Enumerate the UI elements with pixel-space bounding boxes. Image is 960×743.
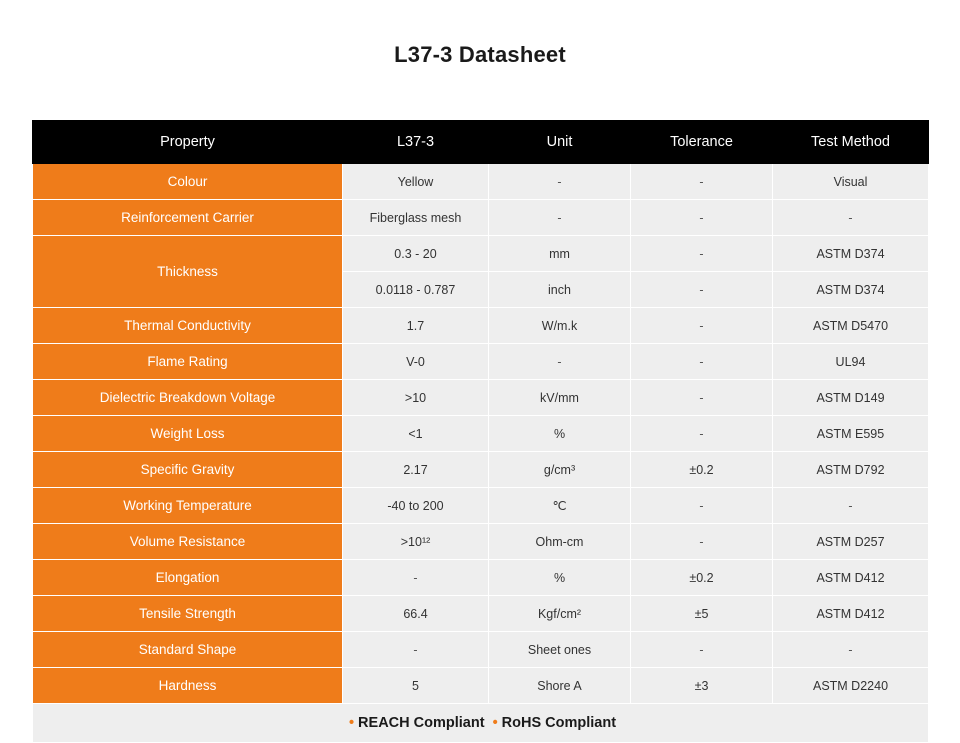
- cell-value: 1.7: [343, 308, 489, 344]
- bullet-icon: •: [348, 715, 355, 731]
- cell-unit: kV/mm: [489, 380, 631, 416]
- row-property-label: Dielectric Breakdown Voltage: [33, 380, 343, 416]
- cell-tolerance: ±0.2: [631, 452, 773, 488]
- column-header-value: L37-3: [343, 121, 489, 164]
- cell-tolerance: -: [631, 236, 773, 272]
- compliance-item: RoHS Compliant: [501, 715, 617, 731]
- cell-value: 0.3 - 20: [343, 236, 489, 272]
- cell-method: ASTM D412: [773, 596, 929, 632]
- table-row: [33, 560, 929, 596]
- cell-method: ASTM D412: [773, 560, 929, 596]
- cell-value: 0.0118 - 0.787: [343, 272, 489, 308]
- cell-unit: Ohm-cm: [489, 524, 631, 560]
- cell-unit: ℃: [489, 488, 631, 524]
- row-property-label: Hardness: [33, 668, 343, 704]
- cell-tolerance: -: [631, 164, 773, 200]
- row-property-label: Thickness: [33, 236, 343, 308]
- table-row: [33, 308, 929, 344]
- row-property-label: Weight Loss: [33, 416, 343, 452]
- cell-value: <1: [343, 416, 489, 452]
- cell-method: UL94: [773, 344, 929, 380]
- row-property-label: Elongation: [33, 560, 343, 596]
- table-row: [33, 632, 929, 668]
- cell-value: -40 to 200: [343, 488, 489, 524]
- table-row: [33, 200, 929, 236]
- table-row: [33, 488, 929, 524]
- cell-method: ASTM E595: [773, 416, 929, 452]
- table-row: [33, 164, 929, 200]
- table-row: [33, 668, 929, 704]
- table-row: [33, 452, 929, 488]
- row-property-label: Tensile Strength: [33, 596, 343, 632]
- cell-method: ASTM D374: [773, 272, 929, 308]
- cell-value: 66.4: [343, 596, 489, 632]
- cell-tolerance: -: [631, 380, 773, 416]
- column-header-unit: Unit: [489, 121, 631, 164]
- cell-unit: Shore A: [489, 668, 631, 704]
- cell-unit: inch: [489, 272, 631, 308]
- cell-unit: -: [489, 200, 631, 236]
- row-property-label: Standard Shape: [33, 632, 343, 668]
- cell-method: -: [773, 488, 929, 524]
- row-property-label: Thermal Conductivity: [33, 308, 343, 344]
- cell-tolerance: -: [631, 632, 773, 668]
- cell-method: ASTM D149: [773, 380, 929, 416]
- row-property-label: Volume Resistance: [33, 524, 343, 560]
- table-row: [33, 344, 929, 380]
- page-title: L37-3 Datasheet: [394, 42, 566, 67]
- cell-value: 5: [343, 668, 489, 704]
- cell-tolerance: -: [631, 488, 773, 524]
- cell-value: Yellow: [343, 164, 489, 200]
- cell-tolerance: ±0.2: [631, 560, 773, 596]
- row-property-label: Working Temperature: [33, 488, 343, 524]
- cell-unit: -: [489, 344, 631, 380]
- cell-method: -: [773, 632, 929, 668]
- compliance-note: [33, 704, 929, 743]
- cell-unit: -: [489, 164, 631, 200]
- table-row: [33, 524, 929, 560]
- cell-unit: Kgf/cm²: [489, 596, 631, 632]
- datasheet-table: [32, 120, 929, 743]
- cell-tolerance: -: [631, 416, 773, 452]
- column-header-property: Property: [33, 121, 343, 164]
- cell-value: -: [343, 560, 489, 596]
- table-header-row: [33, 121, 929, 164]
- cell-value: 2.17: [343, 452, 489, 488]
- cell-unit: mm: [489, 236, 631, 272]
- table-row: [33, 236, 929, 272]
- cell-tolerance: -: [631, 344, 773, 380]
- table-body: [33, 164, 929, 704]
- cell-method: ASTM D374: [773, 236, 929, 272]
- row-property-label: Flame Rating: [33, 344, 343, 380]
- cell-tolerance: -: [631, 308, 773, 344]
- cell-unit: Sheet ones: [489, 632, 631, 668]
- cell-tolerance: -: [631, 272, 773, 308]
- row-property-label: Colour: [33, 164, 343, 200]
- cell-value: V-0: [343, 344, 489, 380]
- table-footer-row: [33, 704, 929, 743]
- cell-value: Fiberglass mesh: [343, 200, 489, 236]
- cell-unit: %: [489, 416, 631, 452]
- column-header-tolerance: Tolerance: [631, 121, 773, 164]
- cell-unit: g/cm³: [489, 452, 631, 488]
- cell-value: >10: [343, 380, 489, 416]
- cell-method: Visual: [773, 164, 929, 200]
- compliance-item: REACH Compliant: [358, 715, 485, 731]
- cell-unit: %: [489, 560, 631, 596]
- table-header: [33, 121, 929, 164]
- column-header-test-method: Test Method: [773, 121, 929, 164]
- row-property-label: Reinforcement Carrier: [33, 200, 343, 236]
- cell-tolerance: ±3: [631, 668, 773, 704]
- cell-value: >10¹²: [343, 524, 489, 560]
- bullet-icon: •: [492, 715, 498, 731]
- cell-method: -: [773, 200, 929, 236]
- cell-tolerance: -: [631, 200, 773, 236]
- cell-unit: W/m.k: [489, 308, 631, 344]
- cell-method: ASTM D257: [773, 524, 929, 560]
- table-row: [33, 416, 929, 452]
- cell-method: ASTM D2240: [773, 668, 929, 704]
- cell-method: ASTM D792: [773, 452, 929, 488]
- table-footer: [33, 704, 929, 743]
- cell-value: -: [343, 632, 489, 668]
- table-row: [33, 596, 929, 632]
- cell-method: ASTM D5470: [773, 308, 929, 344]
- cell-tolerance: -: [631, 524, 773, 560]
- table-row: [33, 380, 929, 416]
- row-property-label: Specific Gravity: [33, 452, 343, 488]
- cell-tolerance: ±5: [631, 596, 773, 632]
- datasheet-table-wrap: [32, 120, 928, 743]
